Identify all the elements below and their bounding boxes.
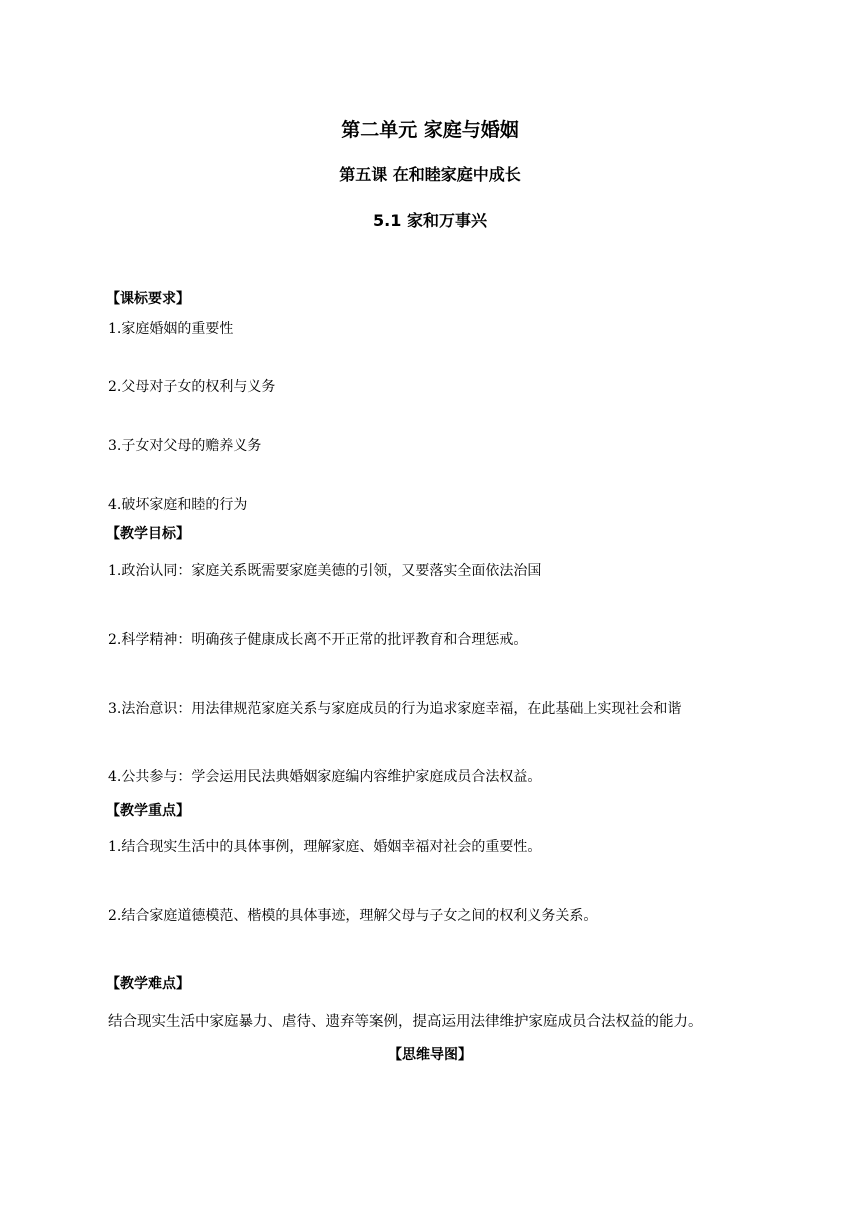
teaching-objectives-label: 【教学目标】 bbox=[106, 526, 190, 542]
teaching-difficulties-label: 【教学难点】 bbox=[106, 976, 190, 992]
unit-title: 第二单元 家庭与婚姻 bbox=[341, 119, 519, 141]
list-item: 4.公共参与：学会运用民法典婚姻家庭编内容维护家庭成员合法权益。 bbox=[108, 769, 542, 785]
teaching-key-points-label: 【教学重点】 bbox=[106, 803, 190, 819]
list-item: 2.科学精神：明确孩子健康成长离不开正常的批评教育和合理惩戒。 bbox=[108, 632, 528, 648]
list-item: 1.家庭婚姻的重要性 bbox=[108, 321, 234, 337]
list-item: 2.父母对子女的权利与义务 bbox=[108, 379, 276, 395]
curriculum-requirements-label: 【课标要求】 bbox=[106, 291, 190, 307]
list-item: 4.破坏家庭和睦的行为 bbox=[108, 497, 248, 513]
list-item: 3.子女对父母的赡养义务 bbox=[108, 438, 262, 454]
mind-map-label: 【思维导图】 bbox=[388, 1047, 472, 1063]
list-item: 1.政治认同：家庭关系既需要家庭美德的引领，又要落实全面依法治国 bbox=[108, 563, 542, 579]
lesson-title: 第五课 在和睦家庭中成长 bbox=[339, 165, 521, 184]
list-item: 2.结合家庭道德模范、楷模的具体事迹，理解父母与子女之间的权利义务关系。 bbox=[108, 908, 598, 924]
section-title: 5.1 家和万事兴 bbox=[373, 211, 487, 230]
teaching-difficulties-text: 结合现实生活中家庭暴力、虐待、遗弃等案例，提高运用法律维护家庭成员合法权益的能力。 bbox=[108, 1014, 703, 1030]
list-item: 1.结合现实生活中的具体事例，理解家庭、婚姻幸福对社会的重要性。 bbox=[108, 839, 542, 855]
list-item: 3.法治意识：用法律规范家庭关系与家庭成员的行为追求家庭幸福，在此基础上实现社会和谐 bbox=[108, 701, 682, 717]
